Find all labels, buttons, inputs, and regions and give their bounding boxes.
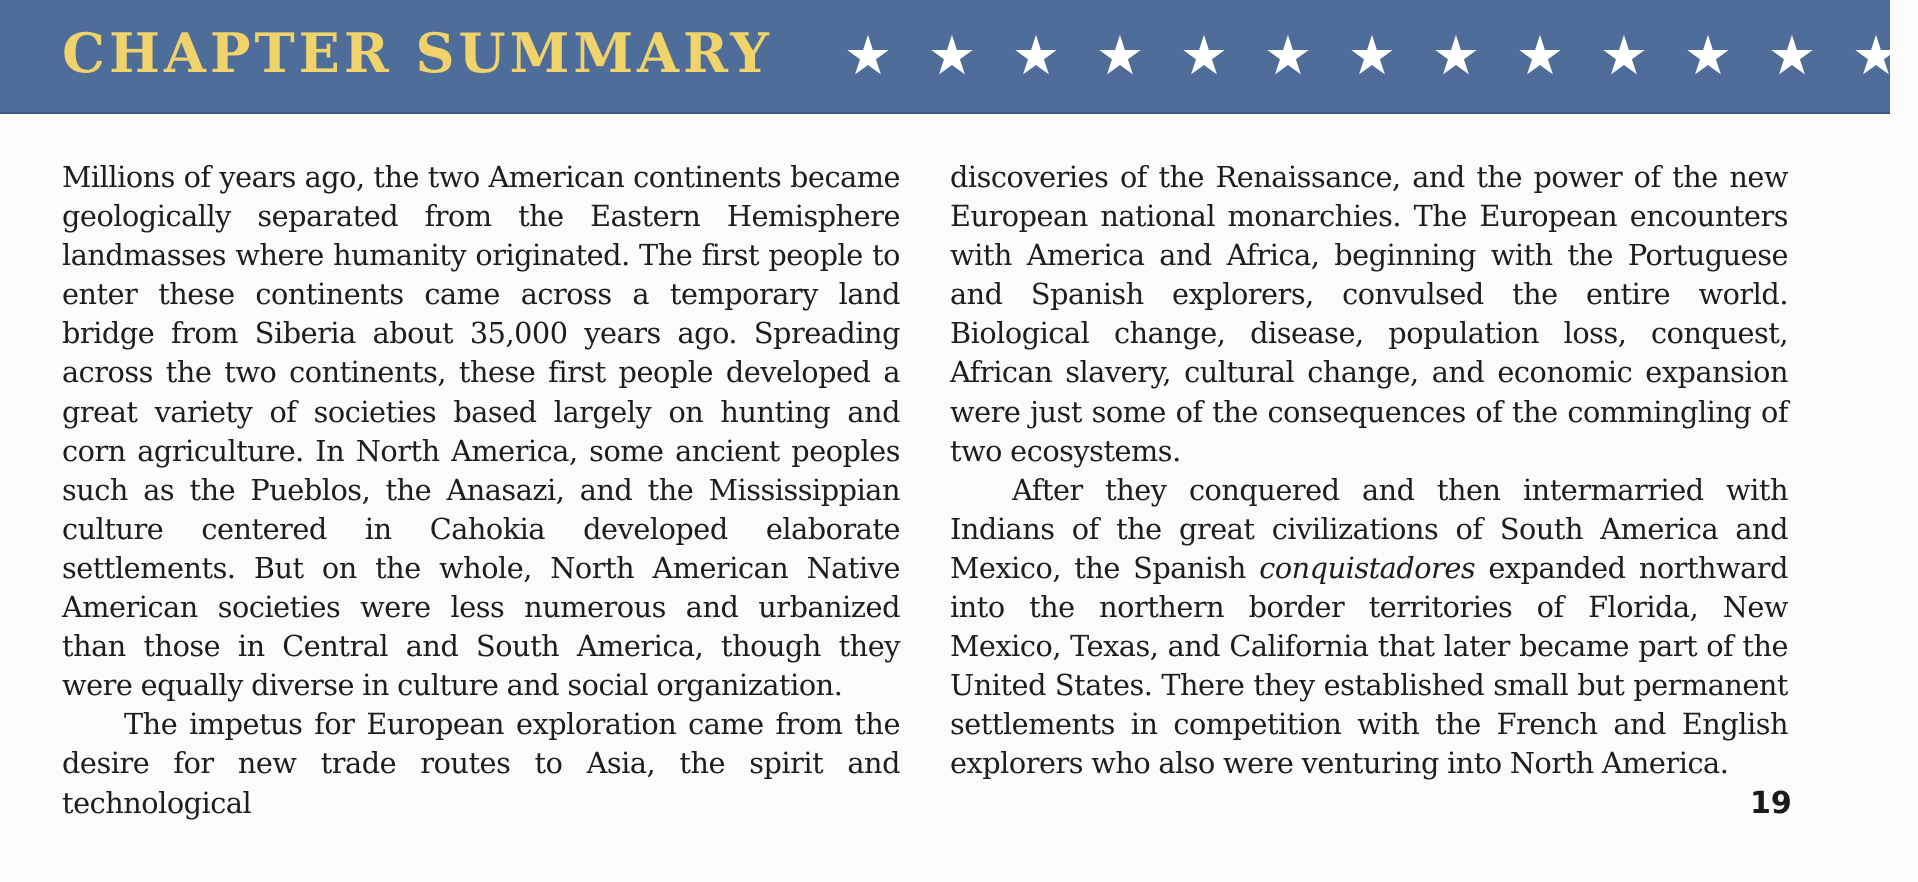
summary-paragraph: Millions of years ago, the two American continents became geologically separated from the Eastern Hemisphere landmasses where humanity originated. The first people to enter these continents came across a temporary land bridge from Siberia about 35,000 years ago. Spreading across the two continents, these first people developed a great variety of societies based largely on hunting and corn agriculture. In North America, some ancient peoples such as the Pueblos, the Anasazi, and the Mississippian culture centered in Cahokia developed elaborate settlements. But on the whole, North American Native American societies were less numerous and urbanized than those in Central and South America, though they were equally diverse in culture and social organization.	[62, 160, 900, 703]
star-icon: ★	[1179, 24, 1229, 87]
paragraph-text: After they conquered and then intermarried with Indians of the great civilizations of South America and Mexico, the Spanish	[950, 472, 1788, 585]
star-row	[826, 24, 1901, 88]
summary-paragraph	[950, 471, 1788, 784]
right-column	[950, 158, 1788, 784]
page-number: 19	[1750, 786, 1792, 821]
italic-term: conquistadores	[1259, 550, 1476, 585]
star-icon: ★	[1767, 24, 1817, 87]
star-icon: ★	[1011, 24, 1061, 87]
star-icon: ★	[1095, 24, 1145, 87]
summary-paragraph: discoveries of the Renaissance, and the power of the new European national monarchies. The European encounters with America and Africa, beginning with the Portuguese and Spanish explorers, convulsed the entire world. Biological change, disease, population loss, conquest, African slavery, cultural change, and economic expansion were just some of the consequences of the commingling of two ecosystems.	[950, 160, 1788, 468]
star-icon: ★	[1431, 24, 1481, 87]
star-icon: ★	[1347, 24, 1397, 87]
paragraph-text: expanded northward into the northern border territories of Florida, New Mexico, Texas, and California that later became part of the United States. There they established small but permanent settlements in competition with the French and English explorers who also were venturing into North America.	[950, 550, 1788, 781]
star-icon: ★	[1599, 24, 1649, 87]
chapter-summary-banner	[0, 0, 1901, 114]
star-icon: ★	[1263, 24, 1313, 87]
left-column	[62, 158, 900, 823]
star-icon: ★	[1851, 24, 1901, 87]
star-icon: ★	[843, 24, 893, 87]
star-icon: ★	[927, 24, 977, 87]
banner-title: CHAPTER SUMMARY	[62, 21, 773, 85]
star-icon: ★	[1515, 24, 1565, 87]
star-icon: ★	[1683, 24, 1733, 87]
summary-paragraph: The impetus for European exploration came from the desire for new trade routes to Asia, the spirit and technological	[62, 707, 900, 820]
